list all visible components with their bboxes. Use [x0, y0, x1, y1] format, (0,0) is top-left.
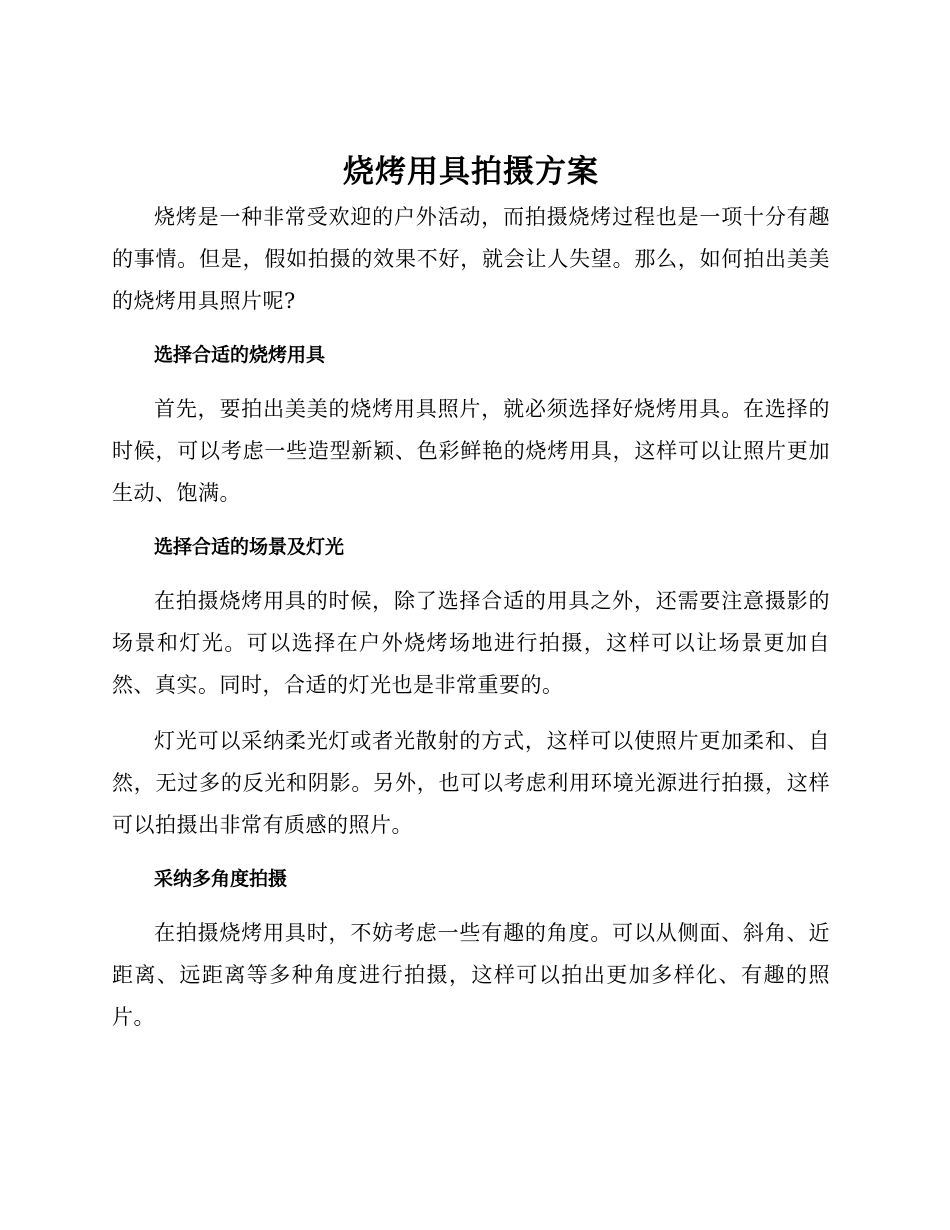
- spacer: [112, 846, 830, 858]
- spacer: [112, 514, 830, 526]
- document-page: [112, 148, 830, 1038]
- spacer: [112, 706, 830, 720]
- spacer: [112, 568, 830, 580]
- section-paragraph: 灯光可以采纳柔光灯或者光散射的方式，这样可以使照片更加柔和、自然，无过多的反光和阴影。另外，也可以考虑利用环境光源进行拍摄，这样可以拍摄出非常有质感的照片。: [112, 729, 830, 837]
- document-title: 烧烤用具拍摄方案: [343, 154, 599, 190]
- section-heading-multi-angle: 采纳多角度拍摄: [154, 868, 288, 890]
- section-heading-scene-lighting: 选择合适的场景及灯光: [154, 536, 345, 558]
- section-paragraph: 在拍摄烧烤用具的时候，除了选择合适的用具之外，还需要注意摄影的场景和灯光。可以选择在户外烧烤场地进行拍摄，这样可以让场景更加自然、真实。同时，合适的灯光也是非常重要的。: [112, 589, 830, 697]
- intro-paragraph: 烧烤是一种非常受欢迎的户外活动，而拍摄烧烤过程也是一项十分有趣的事情。但是，假如拍摄的效果不好，就会让人失望。那么，如何拍出美美的烧烤用具照片呢?: [112, 205, 830, 313]
- section-paragraph: 在拍摄烧烤用具时，不妨考虑一些有趣的角度。可以从侧面、斜角、近距离、远距离等多种角度进行拍摄，这样可以拍出更加多样化、有趣的照片。: [112, 921, 830, 1029]
- spacer: [112, 900, 830, 912]
- section-heading-equipment: 选择合适的烧烤用具: [154, 344, 326, 366]
- spacer: [112, 322, 830, 334]
- section-paragraph: 首先，要拍出美美的烧烤用具照片，就必须选择好烧烤用具。在选择的时候，可以考虑一些造型新颖、色彩鲜艳的烧烤用具，这样可以让照片更加生动、饱满。: [112, 397, 830, 505]
- spacer: [112, 376, 830, 388]
